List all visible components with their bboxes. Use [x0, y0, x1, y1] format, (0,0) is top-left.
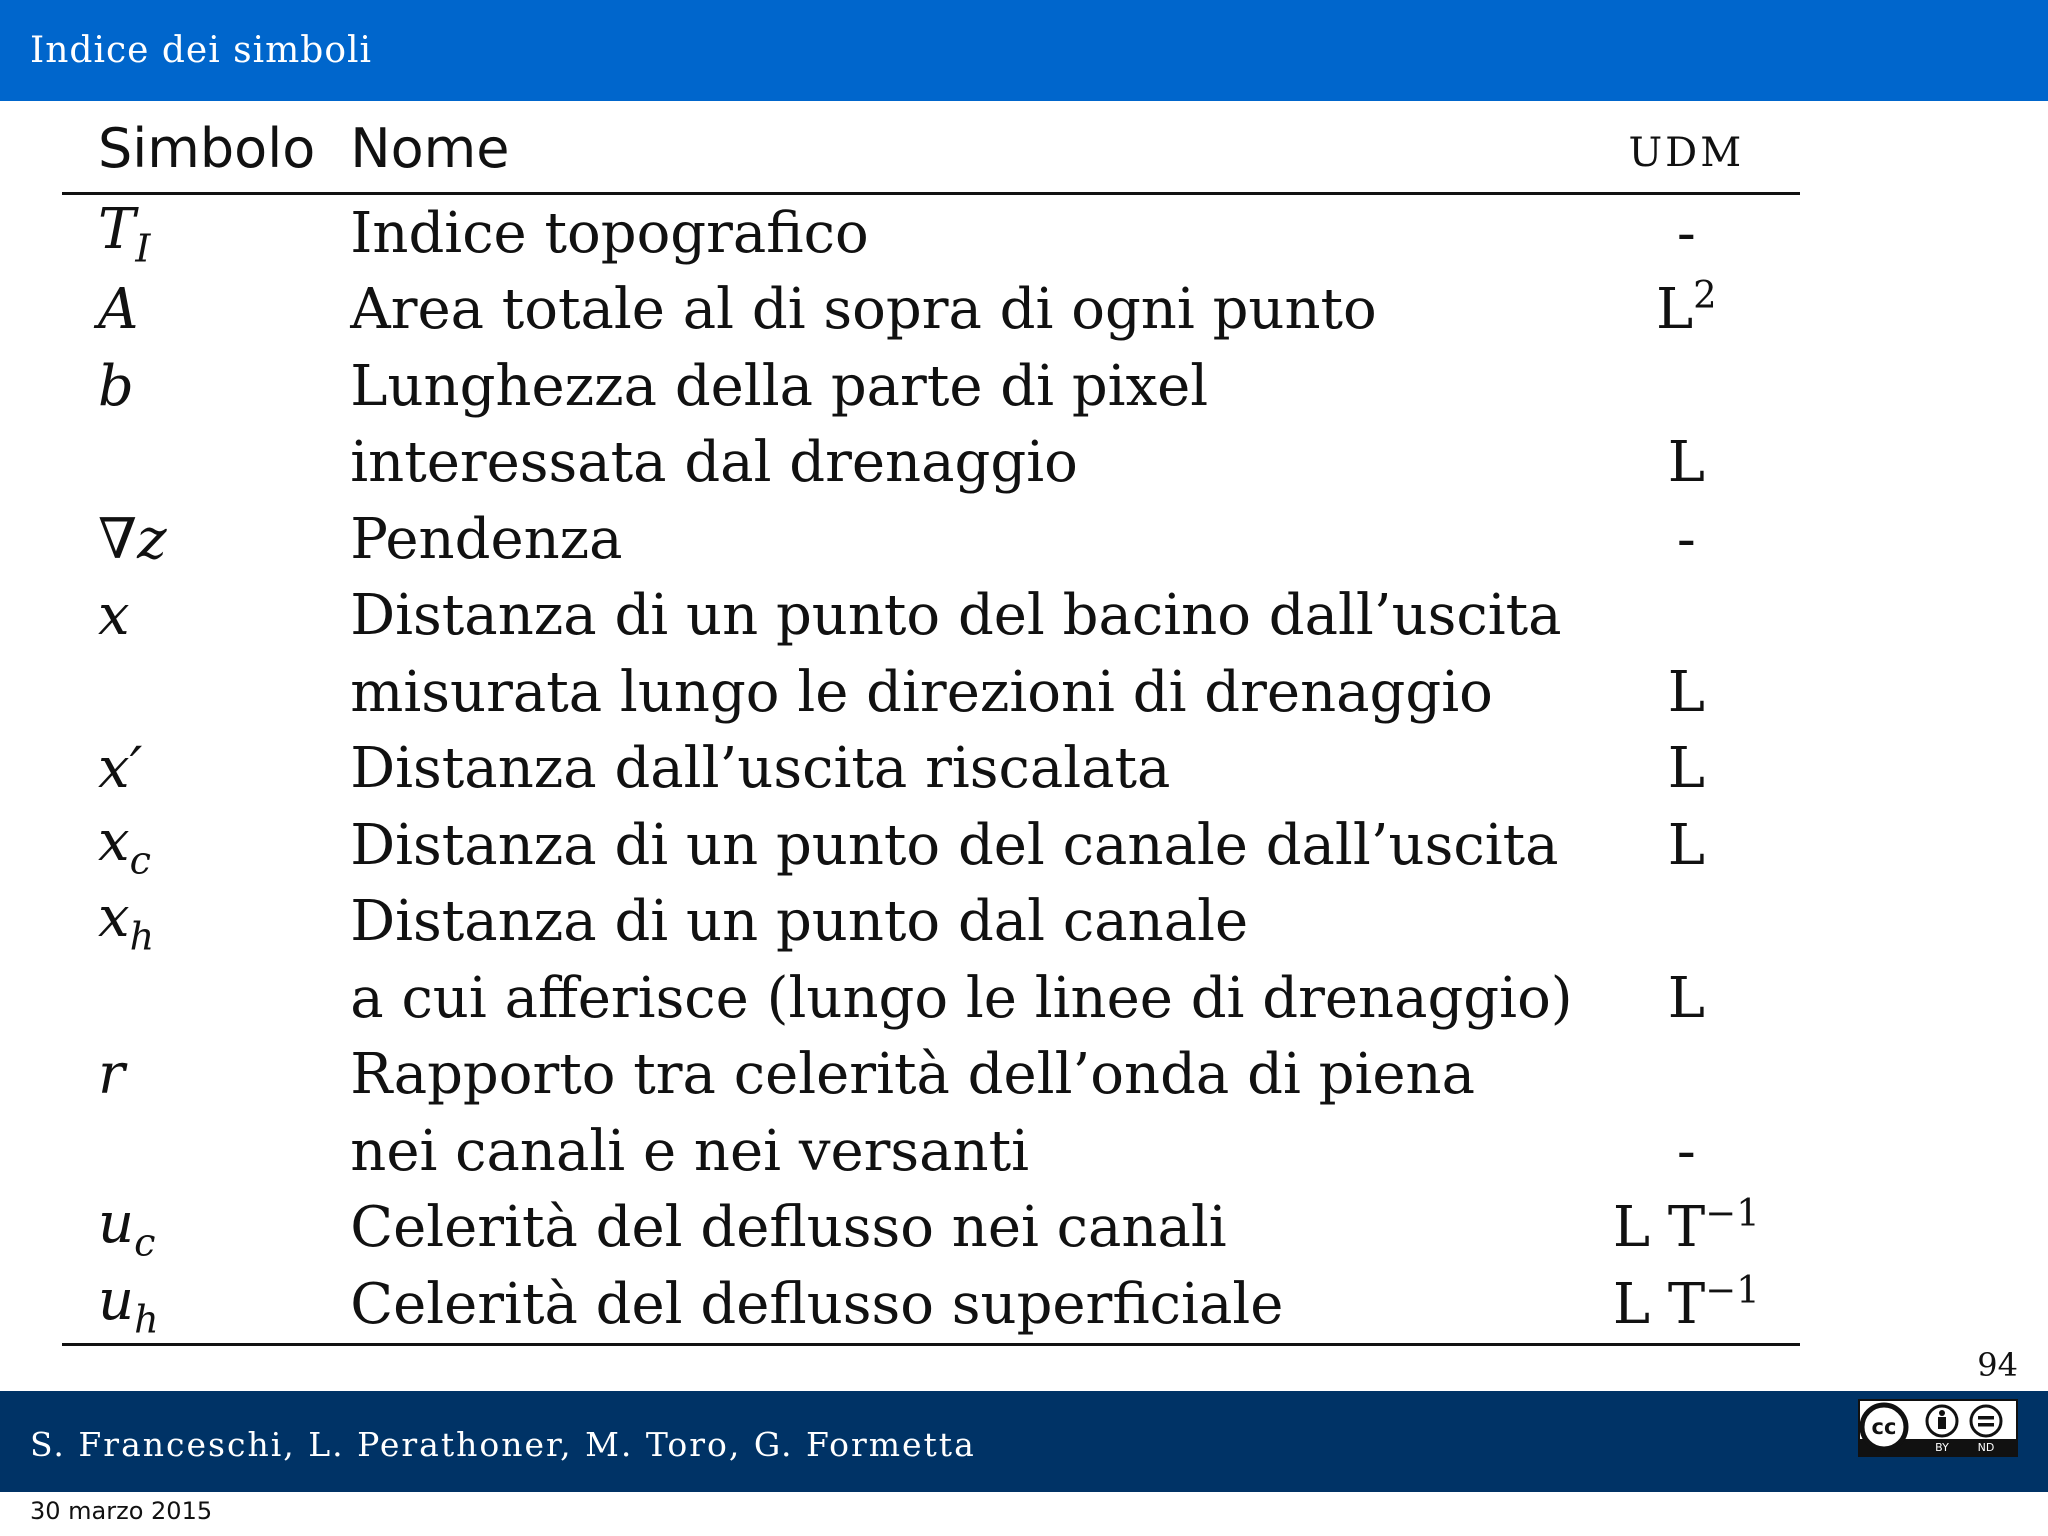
symbol-text: ∇z [98, 506, 167, 572]
udm-cell [1573, 1190, 1800, 1267]
table-row [62, 425, 1800, 502]
symbol-subscript: c [129, 837, 151, 882]
udm-cell [1573, 654, 1800, 731]
udm-cell [1573, 272, 1800, 349]
symbol-cell [62, 807, 350, 884]
name-cell: interessata dal drenaggio [350, 430, 1078, 496]
symbol-cell [62, 1037, 350, 1114]
udm-cell [1573, 348, 1800, 425]
udm-cell [1573, 960, 1800, 1037]
name-cell: Lunghezza della parte di pixel [350, 353, 1209, 419]
table-row [62, 348, 1800, 425]
table-row [62, 1113, 1800, 1190]
udm-text: L [1667, 659, 1705, 725]
column-header-symbol: Simbolo [62, 104, 350, 194]
udm-text: - [1676, 1118, 1696, 1184]
footer-authors: S. Franceschi, L. Perathoner, M. Toro, G. Formetta [30, 1425, 976, 1464]
name-cell: Distanza di un punto dal canale [350, 889, 1249, 955]
udm-cell [1573, 884, 1800, 961]
table-row [62, 884, 1800, 961]
name-cell: misurata lungo le direzioni di drenaggio [350, 659, 1493, 725]
table-row [62, 194, 1800, 272]
udm-cell [1573, 1113, 1800, 1190]
udm-text: L T [1612, 1271, 1706, 1337]
table-row [62, 1037, 1800, 1114]
column-header-udm: UDM [1573, 104, 1800, 194]
symbol-cell [62, 272, 350, 349]
by-icon-label: BY [1935, 1441, 1949, 1454]
symbol-text: x [98, 808, 130, 874]
name-cell: Celerità del deflusso nei canali [350, 1195, 1227, 1261]
symbol-text: x [98, 583, 130, 649]
table-header-row [62, 104, 1800, 194]
udm-cell [1573, 1037, 1800, 1114]
symbol-text: b [98, 353, 134, 419]
udm-cell [1573, 1266, 1800, 1344]
symbol-cell [62, 425, 350, 502]
name-cell: Distanza dall’uscita riscalata [350, 736, 1171, 802]
cc-icon-text: cc [1871, 1415, 1897, 1439]
table-row [62, 807, 1800, 884]
slide-footer [0, 1391, 2048, 1492]
udm-text: L [1667, 736, 1705, 802]
cc-by-nd-license-icon [1858, 1399, 2018, 1457]
symbol-text: r [98, 1042, 125, 1108]
symbol-subscript: h [134, 1296, 159, 1341]
udm-exponent: 2 [1693, 273, 1717, 317]
column-header-name: Nome [350, 104, 1572, 194]
table-row [62, 578, 1800, 655]
nd-icon-label: ND [1977, 1441, 1995, 1454]
table-row [62, 272, 1800, 349]
table-row [62, 960, 1800, 1037]
slide-header [0, 0, 2048, 101]
udm-text: L [1667, 430, 1705, 496]
symbol-cell [62, 731, 350, 808]
udm-exponent: −1 [1705, 1191, 1760, 1235]
page-number: 94 [1977, 1346, 2018, 1384]
symbol-text: x [98, 885, 130, 951]
slide-title: Indice dei simboli [30, 30, 373, 71]
symbol-cell [62, 1266, 350, 1344]
udm-cell [1573, 194, 1800, 272]
udm-text: L T [1612, 1195, 1706, 1261]
table-row [62, 654, 1800, 731]
symbol-cell [62, 578, 350, 655]
table-row [62, 731, 1800, 808]
udm-text: L [1655, 277, 1694, 343]
udm-text: L [1667, 812, 1705, 878]
symbol-cell [62, 654, 350, 731]
udm-cell [1573, 501, 1800, 578]
name-cell: Pendenza [350, 506, 623, 572]
symbols-table [62, 104, 1800, 1346]
name-cell: nei canali e nei versanti [350, 1118, 1030, 1184]
footer-date: 30 marzo 2015 [30, 1497, 213, 1525]
symbol-cell [62, 884, 350, 961]
table-row [62, 501, 1800, 578]
symbol-subscript: I [135, 225, 151, 270]
symbol-cell [62, 501, 350, 578]
name-cell: Celerità del deflusso superficiale [350, 1266, 1572, 1344]
symbol-text: u [98, 1267, 135, 1333]
udm-text: - [1676, 506, 1696, 572]
symbol-subscript: c [134, 1220, 156, 1265]
udm-exponent: −1 [1705, 1268, 1760, 1312]
name-cell: a cui afferisce (lungo le linee di drenaggio) [350, 965, 1573, 1031]
symbol-text: A [98, 277, 139, 343]
symbol-cell [62, 960, 350, 1037]
name-cell: Indice topografico [350, 200, 869, 266]
symbol-cell [62, 348, 350, 425]
table-row [62, 1190, 1800, 1267]
name-cell: Distanza di un punto del canale dall’uscita [350, 812, 1559, 878]
udm-cell [1573, 425, 1800, 502]
udm-cell [1573, 578, 1800, 655]
symbol-text: T [98, 196, 136, 262]
symbol-cell [62, 194, 350, 272]
udm-text: L [1667, 965, 1705, 1031]
symbol-text: u [98, 1191, 135, 1257]
name-cell: Rapporto tra celerità dell’onda di piena [350, 1042, 1476, 1108]
udm-text: - [1676, 200, 1696, 266]
symbol-text: x′ [98, 736, 143, 802]
symbol-cell [62, 1190, 350, 1267]
name-cell: Distanza di un punto del bacino dall’uscita [350, 583, 1562, 649]
symbol-subscript: h [129, 914, 155, 959]
table-row [62, 1266, 1800, 1344]
name-cell: Area totale al di sopra di ogni punto [350, 277, 1377, 343]
udm-cell [1573, 731, 1800, 808]
udm-cell [1573, 807, 1800, 884]
symbol-cell [62, 1113, 350, 1190]
